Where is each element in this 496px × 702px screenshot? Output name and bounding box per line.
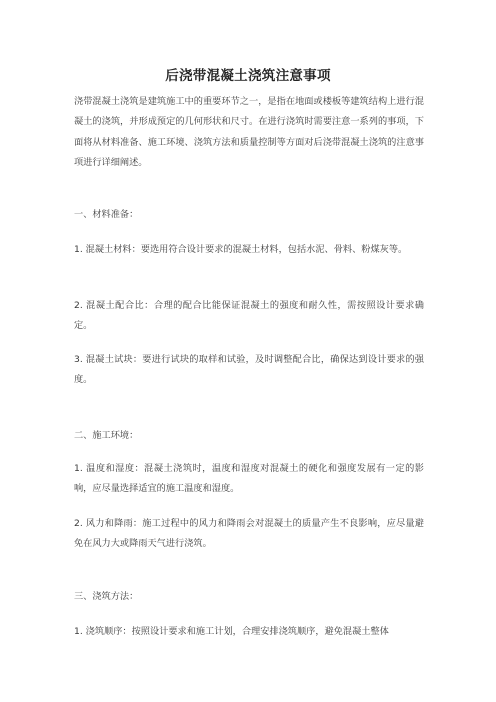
intro-paragraph: 浇带混凝土浇筑是建筑施工中的重要环节之一，是指在地面或楼板等建筑结构上进行混凝土的浇筑，并形成预定的几何形状和尺寸。在进行浇筑时需要注意一系列的事项，下面将从材料准备、施工环境、浇筑方法和质量控制等方面对后浇带混凝土浇筑的注意事项进行详细阐述。	[74, 96, 424, 169]
list-item: 1. 温度和湿度：混凝土浇筑时，温度和湿度对混凝土的硬化和强度发展有一定的影响，应尽量选择适宜的施工温度和湿度。	[74, 463, 424, 495]
list-item: 1. 浇筑顺序：按照设计要求和施工计划，合理安排浇筑顺序，避免混凝土整体	[74, 626, 389, 637]
list-item: 2. 风力和降雨：施工过程中的风力和降雨会对混凝土的质量产生不良影响，应尽量避免在风力大或降雨天气进行浇筑。	[74, 518, 424, 550]
list-item: 1. 混凝土材料：要选用符合设计要求的混凝土材料，包括水泥、骨料、粉煤灰等。	[74, 244, 408, 255]
section-heading-environment: 二、施工环境：	[74, 430, 139, 441]
list-item: 2. 混凝土配合比：合理的配合比能保证混凝土的强度和耐久性，需按照设计要求确定。	[74, 300, 424, 332]
list-item: 3. 混凝土试块：要进行试块的取样和试验，及时调整配合比，确保达到设计要求的强度。	[74, 354, 424, 386]
document-title: 后浇带混凝土浇筑注意事项	[165, 68, 331, 84]
section-heading-method: 三、浇筑方法：	[74, 591, 139, 602]
section-heading-materials: 一、材料准备：	[74, 209, 139, 220]
